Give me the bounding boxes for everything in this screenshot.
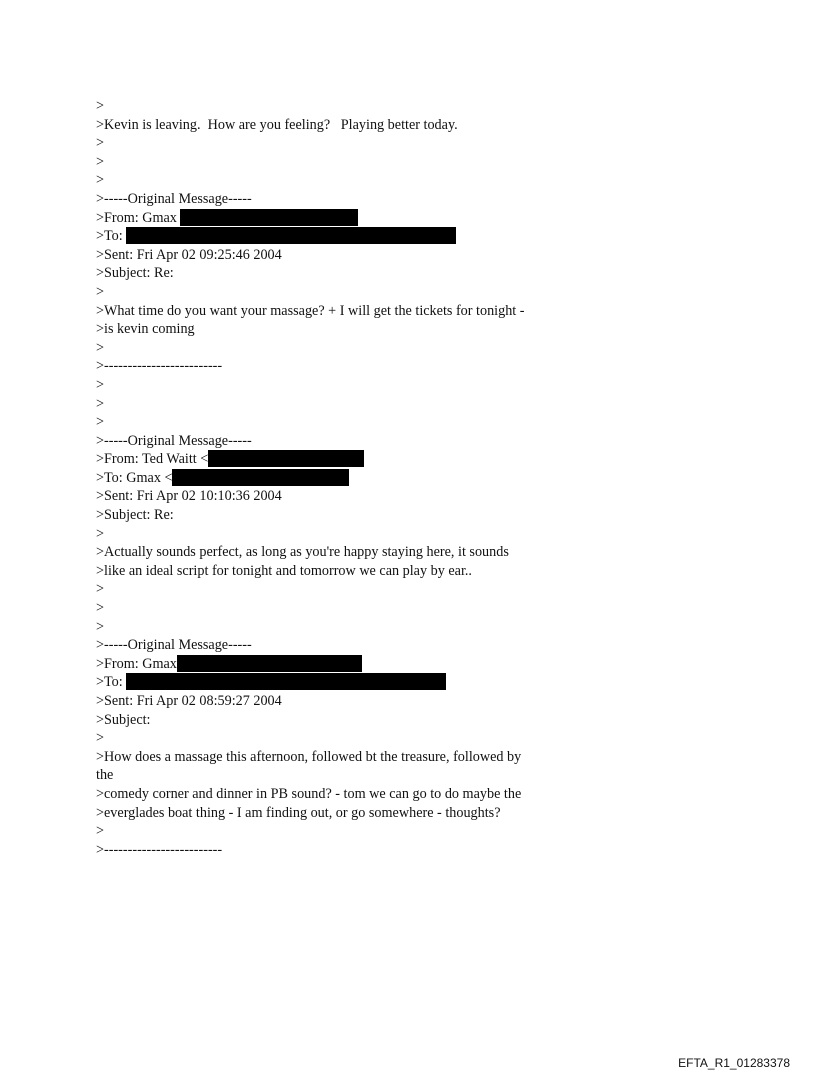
from-line [96, 209, 616, 228]
from-label: >From: Ted Waitt < [96, 451, 209, 468]
redaction-block [126, 227, 456, 244]
to-line [96, 227, 616, 246]
text-line: > [96, 730, 105, 747]
body-line: >What time do you want your massage? + I will get the tickets for tonight - [96, 302, 525, 319]
text-line: > [96, 525, 105, 542]
subject-line: >Subject: [96, 711, 151, 728]
text-line: > [96, 395, 105, 412]
body-line: >comedy corner and dinner in PB sound? - tom we can go to do maybe the [96, 785, 522, 802]
text-line: > [96, 283, 105, 300]
sent-line: >Sent: Fri Apr 02 09:25:46 2004 [96, 246, 282, 263]
redaction-block [180, 209, 358, 226]
subject-line: >Subject: Re: [96, 265, 174, 282]
text-line: > [96, 153, 105, 170]
redaction-block [177, 655, 362, 672]
from-line [96, 655, 616, 674]
sent-line: >Sent: Fri Apr 02 08:59:27 2004 [96, 693, 282, 709]
text-line: > [96, 600, 105, 617]
text-line: > [96, 823, 105, 840]
document-id-stamp: EFTA_R1_01283378 [678, 1056, 790, 1070]
sent-line: >Sent: Fri Apr 02 10:10:36 2004 [96, 488, 282, 505]
to-label: >To: [96, 674, 127, 691]
message-header-separator: >-----Original Message----- [96, 190, 252, 207]
text-line: > [96, 98, 105, 114]
subject-line: >Subject: Re: [96, 507, 174, 524]
email-thread [96, 97, 616, 859]
text-line: > [96, 135, 105, 152]
redaction-block [126, 673, 446, 690]
to-label: >To: [96, 228, 127, 245]
message-footer-separator: >------------------------- [96, 358, 223, 375]
body-line: >How does a massage this afternoon, followed bt the treasure, followed by [96, 748, 522, 765]
to-label: >To: Gmax < [96, 469, 173, 486]
body-line: >is kevin coming [96, 321, 195, 338]
redaction-block [208, 450, 364, 467]
from-label: >From: Gmax [96, 209, 181, 226]
text-line: > [96, 376, 105, 393]
body-line: the [96, 767, 114, 784]
text-line: > [96, 414, 105, 431]
text-line: > [96, 618, 105, 635]
body-line: >Actually sounds perfect, as long as you're happy staying here, it sounds [96, 544, 509, 561]
message-header-separator: >-----Original Message----- [96, 637, 252, 654]
to-line [96, 673, 616, 692]
text-line: > [96, 339, 105, 356]
redaction-block [172, 469, 349, 486]
body-line: >everglades boat thing - I am finding out, or go somewhere - thoughts? [96, 804, 501, 821]
to-line [96, 469, 616, 488]
text-line: > [96, 581, 105, 598]
text-line: > [96, 172, 105, 189]
message-footer-separator: >------------------------- [96, 841, 223, 858]
from-label: >From: Gmax [96, 655, 177, 672]
body-line: >like an ideal script for tonight and tomorrow we can play by ear.. [96, 562, 472, 579]
from-line [96, 450, 616, 469]
text-line: >Kevin is leaving. How are you feeling? Playing better today. [96, 116, 458, 133]
message-header-separator: >-----Original Message----- [96, 432, 252, 449]
